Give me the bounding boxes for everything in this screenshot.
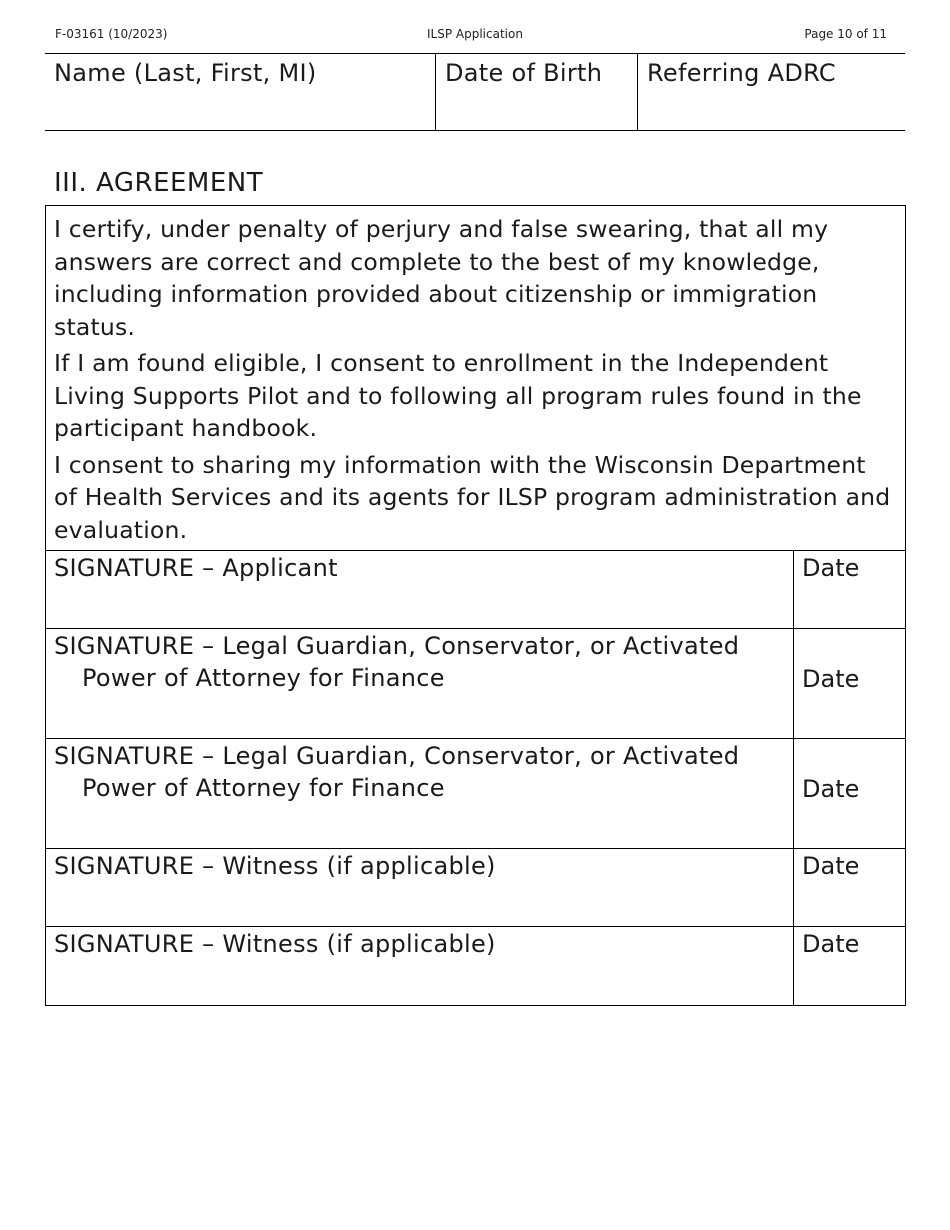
section-title: III. AGREEMENT: [54, 168, 264, 198]
signature-row-guardian-1: [46, 629, 905, 739]
date-label: Date: [802, 852, 860, 880]
signature-label-continued: Power of Attorney for Finance: [82, 664, 445, 692]
name-field[interactable]: [45, 54, 436, 130]
agreement-statement: [46, 206, 905, 551]
signature-row-witness-2: [46, 927, 905, 1005]
date-label: Date: [802, 554, 860, 582]
enrollment-consent-paragraph: If I am found eligible, I consent to enrollment in the Independent Living Supports Pilot and to following all program rules found in the participant handbook.: [54, 349, 862, 442]
signature-label-continued: Power of Attorney for Finance: [82, 774, 445, 802]
date-label: Date: [802, 664, 860, 693]
guardian-signature-field-2[interactable]: [46, 739, 794, 848]
witness-signature-field-2[interactable]: [46, 927, 794, 1005]
name-field-label: Name (Last, First, MI): [54, 59, 317, 87]
applicant-identity-table: [45, 53, 905, 131]
date-of-birth-label: Date of Birth: [445, 59, 603, 87]
witness-date-field-2[interactable]: [794, 927, 905, 1005]
certification-paragraph: I certify, under penalty of perjury and false swearing, that all my answers are correct and complete to the best of my knowledge, including information provided about citizenship or immigration status.: [54, 215, 829, 341]
signature-row-applicant: [46, 551, 905, 629]
referring-adrc-field[interactable]: [638, 54, 905, 130]
date-of-birth-field[interactable]: [436, 54, 638, 130]
guardian-date-field-2[interactable]: [794, 739, 905, 848]
form-title: ILSP Application: [427, 27, 523, 41]
signature-label: SIGNATURE – Legal Guardian, Conservator, or Activated: [54, 632, 740, 660]
applicant-date-field[interactable]: [794, 551, 905, 628]
referring-adrc-label: Referring ADRC: [647, 59, 836, 87]
agreement-table: [45, 205, 906, 1006]
date-label: Date: [802, 930, 860, 958]
witness-date-field-1[interactable]: [794, 849, 905, 926]
signature-label: SIGNATURE – Applicant: [54, 554, 338, 582]
form-number: F-03161 (10/2023): [55, 27, 168, 41]
guardian-date-field-1[interactable]: [794, 629, 905, 738]
information-sharing-paragraph: I consent to sharing my information with the Wisconsin Department of Health Services and its agents for ILSP program administration and evaluation.: [54, 450, 891, 544]
signature-row-witness-1: [46, 849, 905, 927]
applicant-signature-field[interactable]: [46, 551, 794, 628]
signature-label: SIGNATURE – Legal Guardian, Conservator, or Activated: [54, 742, 740, 770]
signature-label: SIGNATURE – Witness (if applicable): [54, 852, 496, 880]
signature-label: SIGNATURE – Witness (if applicable): [54, 930, 496, 958]
signature-row-guardian-2: [46, 739, 905, 849]
date-label: Date: [802, 774, 860, 803]
page-number: Page 10 of 11: [804, 27, 887, 41]
witness-signature-field-1[interactable]: [46, 849, 794, 926]
guardian-signature-field-1[interactable]: [46, 629, 794, 738]
